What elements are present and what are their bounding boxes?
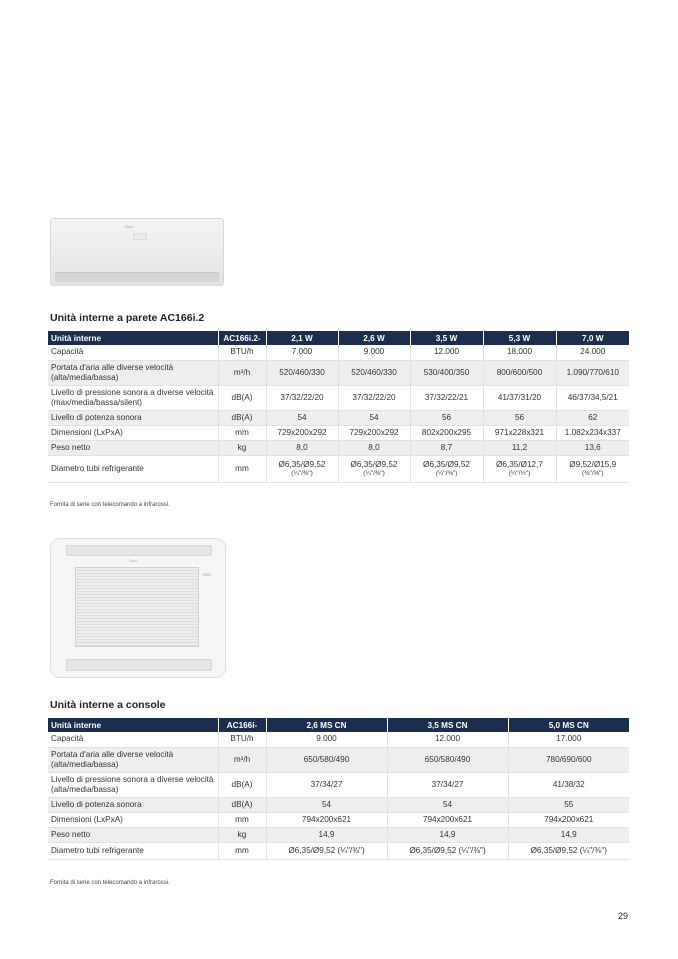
table-row: [48, 842, 629, 859]
row-label: Dimensioni (LxPxA): [48, 812, 218, 827]
table-row: [48, 425, 629, 440]
cell: Ø6,35/Ø9,52 (¼"/⅜"): [387, 842, 508, 859]
header-model: 3,5 W: [410, 331, 483, 345]
wall-section-title: Unità interne a parete AC166i.2: [50, 312, 205, 324]
row-unit: dB(A): [218, 410, 266, 425]
cell: 18.000: [483, 345, 556, 360]
cell: [410, 455, 483, 482]
pipe-inches: (¼"/⅜"): [291, 469, 313, 477]
cell: 530/400/350: [410, 360, 483, 385]
row-label: Livello di pressione sonora a diverse velocità (alta/media/bassa): [48, 772, 218, 797]
row-unit: m³/h: [218, 747, 266, 772]
wall-unit-image: [50, 218, 224, 286]
row-unit: mm: [218, 425, 266, 440]
top-vent: [66, 545, 212, 556]
header-unit: AC166i-: [218, 718, 266, 732]
header-unit: AC166i.2-: [218, 331, 266, 345]
cell: 14,9: [266, 827, 387, 842]
row-label: Capacità: [48, 732, 218, 747]
cell: 41/37/31/20: [483, 385, 556, 410]
header-model: 5,0 MS CN: [508, 718, 629, 732]
console-units-table: [48, 718, 629, 860]
pipe-inches: (¼"/½"): [508, 469, 531, 477]
pipe-inches: (⅜"/⅝"): [581, 469, 604, 477]
wall-footnote: Fornita di serie con telecomando a infrarossi.: [50, 502, 170, 508]
row-label: Diametro tubi refrigerante: [48, 842, 218, 859]
cell: 12.000: [387, 732, 508, 747]
header-model: 5,3 W: [483, 331, 556, 345]
row-unit: mm: [218, 455, 266, 482]
cell: 37/32/22/21: [410, 385, 483, 410]
page-number: 29: [617, 911, 628, 921]
cell: 37/32/22/20: [266, 385, 338, 410]
row-unit: BTU/h: [218, 345, 266, 360]
table-row: [48, 360, 629, 385]
unit-display: [133, 233, 147, 240]
table-row: [48, 797, 629, 812]
row-unit: dB(A): [218, 797, 266, 812]
pipe-value: Ø6,35/Ø9,52: [350, 459, 398, 469]
cell: Ø6,35/Ø9,52 (¼"/⅜"): [508, 842, 629, 859]
header-label: Unità interne: [48, 331, 218, 345]
cell: 794x200x621: [266, 812, 387, 827]
cell: 1.082x234x337: [556, 425, 629, 440]
cell: 56: [410, 410, 483, 425]
cell: Ø6,35/Ø9,52 (¼"/⅜"): [266, 842, 387, 859]
cell: 54: [338, 410, 410, 425]
row-unit: dB(A): [218, 385, 266, 410]
header-model: 2,1 W: [266, 331, 338, 345]
cell: 8,0: [338, 440, 410, 455]
cell: 37/34/27: [387, 772, 508, 797]
row-unit: kg: [218, 440, 266, 455]
cell: 520/460/330: [338, 360, 410, 385]
cell: 802x200x295: [410, 425, 483, 440]
cell: 37/32/22/20: [338, 385, 410, 410]
table-row: [48, 440, 629, 455]
cell: 41/38/32: [508, 772, 629, 797]
cell: 794x200x621: [387, 812, 508, 827]
console-unit-image: [50, 538, 226, 678]
table-row: [48, 455, 629, 482]
table-row: [48, 385, 629, 410]
pipe-value: Ø9,52/Ø15,9: [569, 459, 617, 469]
cell: 37/34/27: [266, 772, 387, 797]
brand-logo: Baxi: [125, 224, 133, 229]
cell: 24.000: [556, 345, 629, 360]
table-row: [48, 812, 629, 827]
pipe-value: Ø6,35/Ø9,52: [423, 459, 470, 469]
cell: 17.000: [508, 732, 629, 747]
bottom-vent: [66, 659, 212, 671]
cell: 729x200x292: [338, 425, 410, 440]
cell: 12.000: [410, 345, 483, 360]
cell: [266, 455, 338, 482]
cell: 54: [266, 410, 338, 425]
status-led: [203, 573, 211, 576]
pipe-inches: (¼"/⅜"): [363, 469, 385, 477]
table-row: [48, 827, 629, 842]
table-row: [48, 772, 629, 797]
table-row: [48, 747, 629, 772]
air-vent: [55, 272, 219, 282]
header-model: 7,0 W: [556, 331, 629, 345]
row-unit: mm: [218, 842, 266, 859]
cell: 520/460/330: [266, 360, 338, 385]
cell: 11,2: [483, 440, 556, 455]
cell: 8,7: [410, 440, 483, 455]
table-row: [48, 410, 629, 425]
cell: 56: [483, 410, 556, 425]
front-grille: [75, 567, 199, 647]
row-label: Livello di potenza sonora: [48, 410, 218, 425]
row-label: Portata d'aria alle diverse velocità (alta/media/bassa): [48, 360, 218, 385]
pipe-value: Ø6,35/Ø12,7: [496, 459, 543, 469]
row-unit: m³/h: [218, 360, 266, 385]
row-label: Capacità: [48, 345, 218, 360]
cell: [483, 455, 556, 482]
cell: 14,9: [387, 827, 508, 842]
wall-units-table: [48, 331, 629, 483]
cell: 780/690/600: [508, 747, 629, 772]
row-unit: dB(A): [218, 772, 266, 797]
cell: 9.000: [266, 732, 387, 747]
header-model: 3,5 MS CN: [387, 718, 508, 732]
cell: 14,9: [508, 827, 629, 842]
cell: 8,0: [266, 440, 338, 455]
table-row: [48, 732, 629, 747]
row-label: Portata d'aria alle diverse velocità (alta/media/bassa): [48, 747, 218, 772]
row-unit: kg: [218, 827, 266, 842]
brand-logo: Baxi: [129, 558, 137, 563]
cell: [338, 455, 410, 482]
cell: 46/37/34,5/21: [556, 385, 629, 410]
header-label: Unità interne: [48, 718, 218, 732]
table-row: [48, 345, 629, 360]
cell: 1.090/770/610: [556, 360, 629, 385]
row-label: Livello di potenza sonora: [48, 797, 218, 812]
cell: 650/580/490: [266, 747, 387, 772]
console-footnote: Fornita di serie con telecomando a infrarossi.: [50, 880, 170, 886]
cell: 54: [266, 797, 387, 812]
console-section-title: Unità interne a console: [50, 699, 166, 711]
cell: 800/600/500: [483, 360, 556, 385]
cell: 55: [508, 797, 629, 812]
pipe-inches: (¼"/⅜"): [435, 469, 458, 477]
cell: 62: [556, 410, 629, 425]
cell: 13,6: [556, 440, 629, 455]
cell: 794x200x621: [508, 812, 629, 827]
header-model: 2,6 MS CN: [266, 718, 387, 732]
row-label: Diametro tubi refrigerante: [48, 455, 218, 482]
cell: 729x200x292: [266, 425, 338, 440]
cell: 971x228x321: [483, 425, 556, 440]
row-unit: mm: [218, 812, 266, 827]
row-label: Peso netto: [48, 440, 218, 455]
cell: 7.000: [266, 345, 338, 360]
cell: 650/580/490: [387, 747, 508, 772]
header-model: 2,6 W: [338, 331, 410, 345]
row-label: Livello di pressione sonora a diverse velocità (max/media/bassa/silent): [48, 385, 218, 410]
cell: 9.000: [338, 345, 410, 360]
row-label: Dimensioni (LxPxA): [48, 425, 218, 440]
pipe-value: Ø6,35/Ø9,52: [278, 459, 326, 469]
row-label: Peso netto: [48, 827, 218, 842]
cell: [556, 455, 629, 482]
row-unit: BTU/h: [218, 732, 266, 747]
table-header-row: [48, 331, 629, 345]
cell: 54: [387, 797, 508, 812]
table-header-row: [48, 718, 629, 732]
